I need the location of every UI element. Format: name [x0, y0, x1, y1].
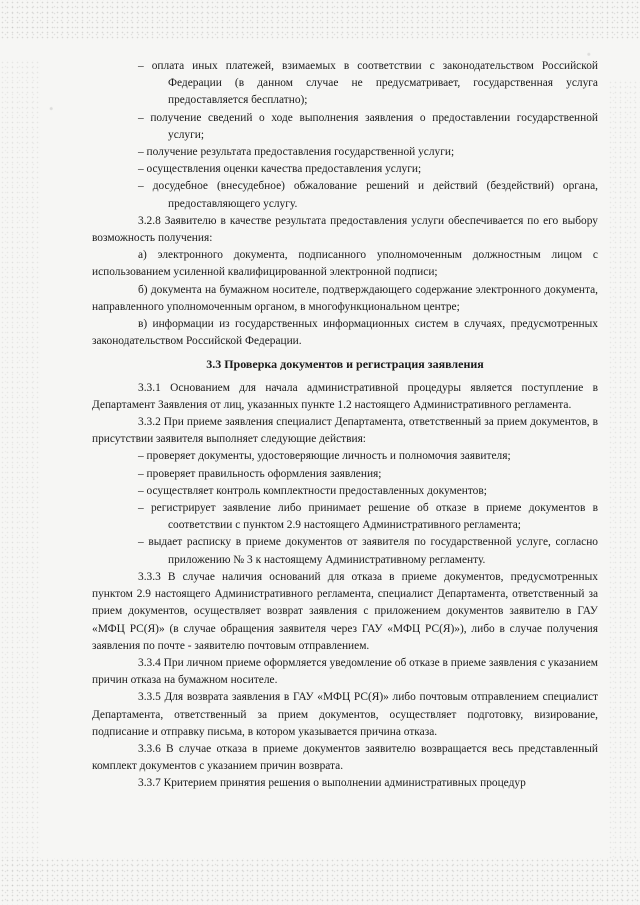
paragraph: 3.2.8 Заявителю в качестве результата предоставления услуги обеспечивается по его выбору возможность получения: — [92, 214, 598, 245]
paragraph: б) документа на бумажном носителе, подтверждающего содержание электронного документа, направленного уполномоченным органом, в многофункциональном центре; — [92, 283, 598, 313]
paragraph: – проверяет правильность оформления заявления; — [138, 467, 382, 480]
paragraph: – оплата иных платежей, взимаемых в соответствии с законодательством Российской Федерации (в данном случае не предусматривает, государственная услуга предоставляется бесплатно); — [138, 60, 598, 107]
paragraph: – регистрирует заявление либо принимает решение об отказе в приеме документов в соответствии с пунктом 2.9 настоящего Административного регламента; — [138, 502, 598, 532]
paragraph: а) электронного документа, подписанного уполномоченным должностным лицом с использованием усиленной квалифицированной электронной подписи; — [92, 249, 598, 279]
scan-noise-top — [0, 0, 640, 40]
paragraph: 3.3.6 В случае отказа в приеме документов заявителю возвращается весь представленный комплект документов с указанием причин возврата. — [92, 742, 598, 773]
scan-noise-right — [608, 80, 640, 860]
paragraph: 3.3.7 Критерием принятия решения о выполнении административных процедур — [138, 777, 526, 790]
scan-noise-left — [0, 60, 40, 860]
paragraph: 3.3.5 Для возврата заявления в ГАУ «МФЦ РС(Я)» либо почтовым отправлением специалист Департамента, ответственный за прием документов, осуществляет подготовку, визирование, подписание и отправку письма, в котором указывается причина отказа. — [92, 691, 598, 738]
paragraph: 3.3.4 При личном приеме оформляется уведомление об отказе в приеме заявления с указанием причин отказа на бумажном носителе. — [92, 656, 598, 687]
paragraph: в) информации из государственных информационных систем в случаях, предусмотренных законодательством Российской Федерации. — [92, 318, 598, 348]
document-body — [92, 58, 598, 793]
paragraph: – получение сведений о ходе выполнения заявления о предоставлении государственной услуги; — [138, 111, 598, 141]
paragraph: – досудебное (внесудебное) обжалование решений и действий (бездействий) органа, предоставляющего услугу. — [138, 180, 598, 210]
paragraph: – выдает расписку в приеме документов от заявителя по государственной услуге, согласно приложению № 3 к настоящему Административному регламенту. — [138, 536, 598, 566]
scan-noise-bottom — [0, 858, 640, 905]
paragraph: 3.3.3 В случае наличия оснований для отказа в приеме документов, предусмотренных пунктом 2.9 настоящего Административного регламента, специалист Департамента, ответственный за прием документов, осуществляет возврат заявления с приложением документов заявителю в ГАУ «МФЦ РС(Я)» (в случае обращения заявителя через ГАУ «МФЦ РС(Я)»), либо в случае получения заявления по почте - заявителю почтовым отправлением. — [92, 570, 598, 652]
paragraph: – осуществляет контроль комплектности предоставленных документов; — [138, 484, 487, 497]
paragraph: – получение результата предоставления государственной услуги; — [138, 146, 455, 159]
paragraph: – проверяет документы, удостоверяющие личность и полномочия заявителя; — [138, 450, 511, 463]
paragraph: 3.3.2 При приеме заявления специалист Департамента, ответственный за прием документов, в присутствии заявителя выполняет следующие действия: — [92, 416, 598, 446]
section-heading: 3.3 Проверка документов и регистрация заявления — [206, 357, 484, 372]
paragraph: 3.3.1 Основанием для начала административной процедуры является поступление в Департамент Заявления от лиц, указанных пункте 1.2 настоящего Административного регламента. — [92, 381, 598, 411]
paragraph: – осуществления оценки качества предоставления услуги; — [138, 163, 422, 176]
